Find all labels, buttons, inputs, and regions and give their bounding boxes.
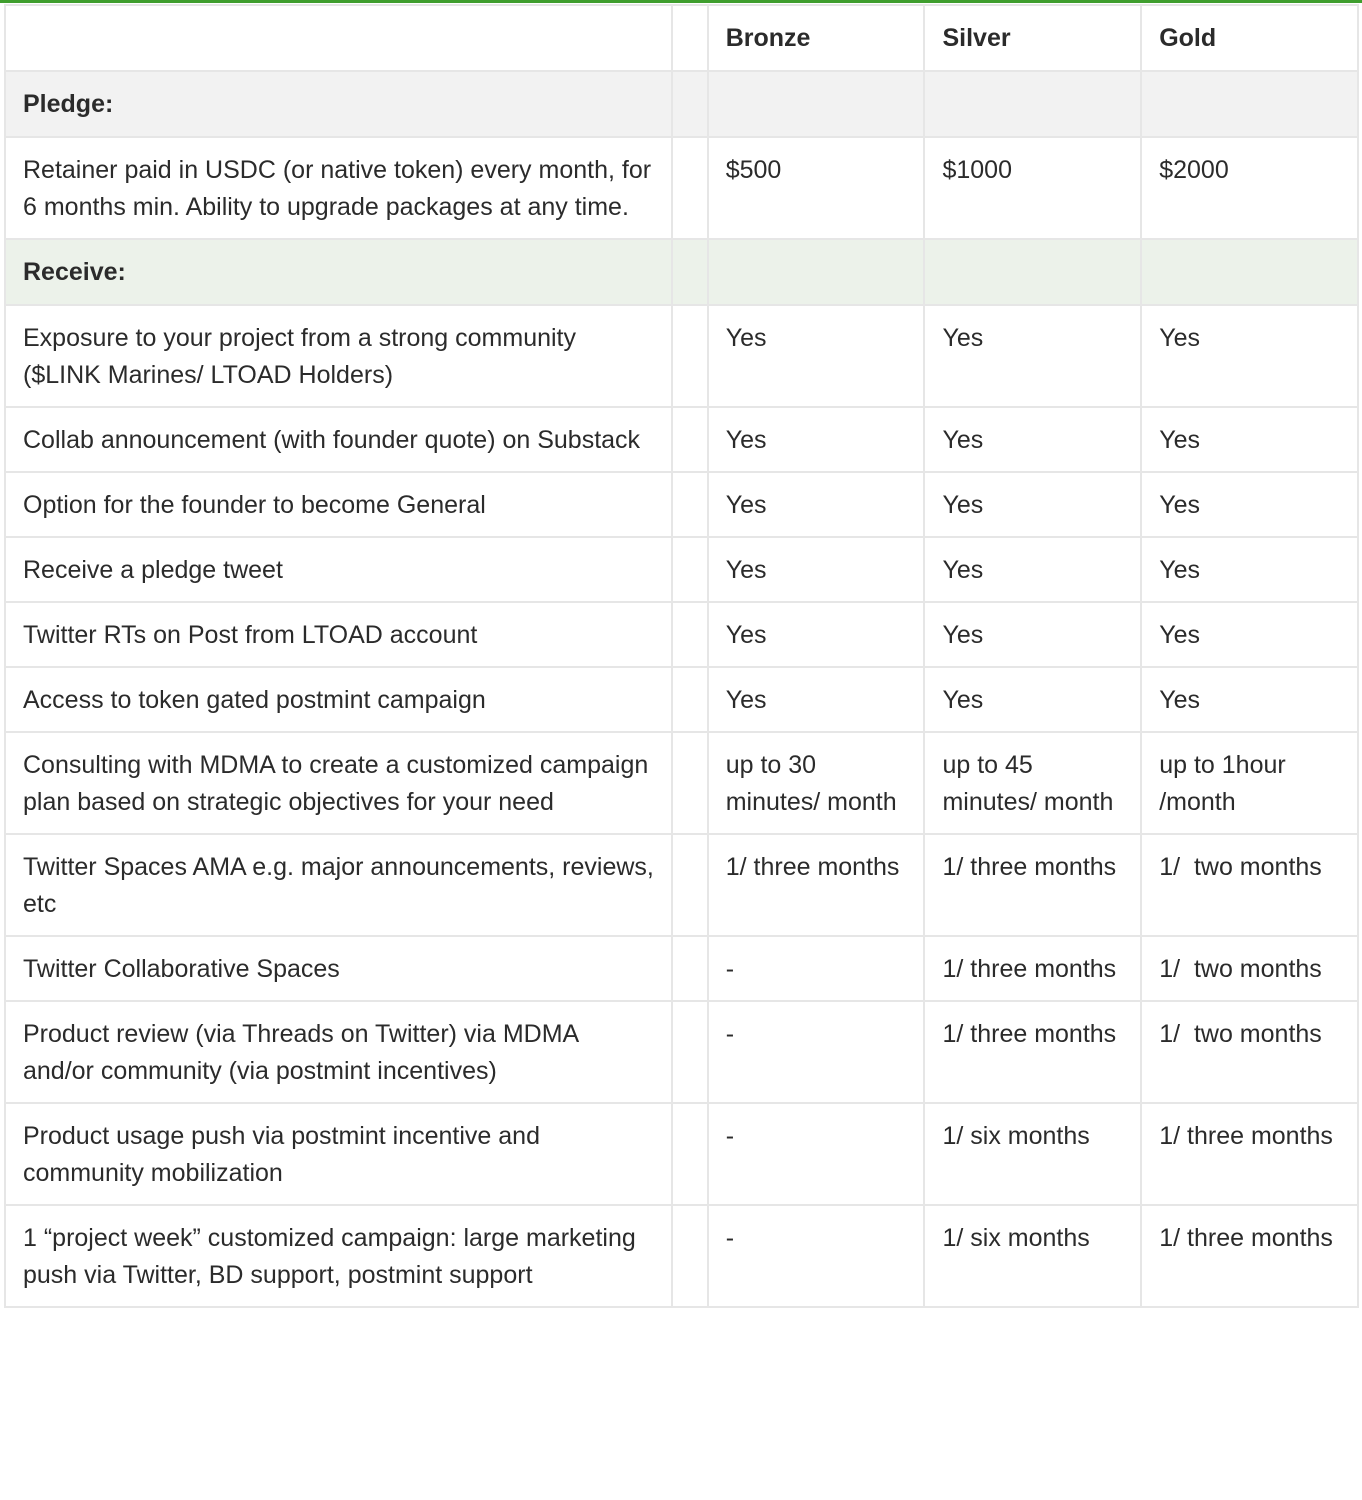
- feature-cell: Option for the founder to become General: [5, 472, 672, 537]
- pricing-table-body: [5, 5, 1358, 1307]
- feature-cell: Access to token gated postmint campaign: [5, 667, 672, 732]
- table-row: [5, 1205, 1358, 1307]
- section-empty-cell: [1141, 71, 1358, 137]
- silver-cell: Yes: [924, 602, 1141, 667]
- gold-cell: Yes: [1141, 537, 1358, 602]
- table-row: [5, 472, 1358, 537]
- feature-cell: Receive a pledge tweet: [5, 537, 672, 602]
- section-empty-cell: [672, 239, 707, 305]
- silver-cell: Yes: [924, 472, 1141, 537]
- gold-cell: 1/ three months: [1141, 1205, 1358, 1307]
- gold-cell: Yes: [1141, 305, 1358, 407]
- gold-cell: 1/ two months: [1141, 936, 1358, 1001]
- section-row: [5, 239, 1358, 305]
- feature-cell: Twitter Collaborative Spaces: [5, 936, 672, 1001]
- header-cell-spacer: [672, 5, 707, 71]
- table-row: [5, 936, 1358, 1001]
- silver-cell: 1/ three months: [924, 936, 1141, 1001]
- table-row: [5, 305, 1358, 407]
- section-row: [5, 71, 1358, 137]
- gold-cell: Yes: [1141, 472, 1358, 537]
- feature-cell: Exposure to your project from a strong community ($LINK Marines/ LTOAD Holders): [5, 305, 672, 407]
- silver-cell: $1000: [924, 137, 1141, 239]
- spacer-cell: [672, 1205, 707, 1307]
- gold-cell: Yes: [1141, 667, 1358, 732]
- section-empty-cell: [672, 71, 707, 137]
- section-empty-cell: [1141, 239, 1358, 305]
- spacer-cell: [672, 305, 707, 407]
- silver-cell: 1/ three months: [924, 1001, 1141, 1103]
- silver-cell: Yes: [924, 305, 1141, 407]
- spacer-cell: [672, 537, 707, 602]
- section-empty-cell: [708, 239, 925, 305]
- feature-cell: Product usage push via postmint incentive and community mobilization: [5, 1103, 672, 1205]
- bronze-cell: -: [708, 1001, 925, 1103]
- section-empty-cell: [924, 239, 1141, 305]
- section-label: Pledge:: [5, 71, 672, 137]
- spacer-cell: [672, 1103, 707, 1205]
- bronze-cell: Yes: [708, 667, 925, 732]
- spacer-cell: [672, 936, 707, 1001]
- feature-cell: Collab announcement (with founder quote) on Substack: [5, 407, 672, 472]
- pricing-table: [4, 4, 1359, 1308]
- spacer-cell: [672, 472, 707, 537]
- header-cell-bronze: Bronze: [708, 5, 925, 71]
- spacer-cell: [672, 137, 707, 239]
- spacer-cell: [672, 834, 707, 936]
- table-row: [5, 537, 1358, 602]
- silver-cell: Yes: [924, 667, 1141, 732]
- gold-cell: Yes: [1141, 602, 1358, 667]
- bronze-cell: Yes: [708, 305, 925, 407]
- bronze-cell: up to 30 minutes/ month: [708, 732, 925, 834]
- header-cell-silver: Silver: [924, 5, 1141, 71]
- silver-cell: 1/ six months: [924, 1103, 1141, 1205]
- header-cell-feature: [5, 5, 672, 71]
- gold-cell: 1/ two months: [1141, 1001, 1358, 1103]
- table-row: [5, 667, 1358, 732]
- bronze-cell: 1/ three months: [708, 834, 925, 936]
- silver-cell: Yes: [924, 537, 1141, 602]
- feature-cell: 1 “project week” customized campaign: large marketing push via Twitter, BD support, postmint support: [5, 1205, 672, 1307]
- bronze-cell: -: [708, 1103, 925, 1205]
- bronze-cell: -: [708, 936, 925, 1001]
- gold-cell: 1/ three months: [1141, 1103, 1358, 1205]
- section-empty-cell: [708, 71, 925, 137]
- table-row: [5, 137, 1358, 239]
- bronze-cell: Yes: [708, 602, 925, 667]
- table-row: [5, 602, 1358, 667]
- bronze-cell: -: [708, 1205, 925, 1307]
- table-header-row: [5, 5, 1358, 71]
- silver-cell: up to 45 minutes/ month: [924, 732, 1141, 834]
- silver-cell: 1/ three months: [924, 834, 1141, 936]
- section-empty-cell: [924, 71, 1141, 137]
- gold-cell: up to 1hour /month: [1141, 732, 1358, 834]
- table-row: [5, 407, 1358, 472]
- gold-cell: 1/ two months: [1141, 834, 1358, 936]
- top-accent-bar: [0, 0, 1362, 3]
- silver-cell: 1/ six months: [924, 1205, 1141, 1307]
- spacer-cell: [672, 602, 707, 667]
- gold-cell: $2000: [1141, 137, 1358, 239]
- feature-cell: Consulting with MDMA to create a customized campaign plan based on strategic objectives for your need: [5, 732, 672, 834]
- table-row: [5, 732, 1358, 834]
- silver-cell: Yes: [924, 407, 1141, 472]
- spacer-cell: [672, 667, 707, 732]
- section-label: Receive:: [5, 239, 672, 305]
- table-row: [5, 834, 1358, 936]
- header-cell-gold: Gold: [1141, 5, 1358, 71]
- feature-cell: Twitter Spaces AMA e.g. major announcements, reviews, etc: [5, 834, 672, 936]
- feature-cell: Retainer paid in USDC (or native token) every month, for 6 months min. Ability to upgrade packages at any time.: [5, 137, 672, 239]
- bronze-cell: Yes: [708, 472, 925, 537]
- bronze-cell: Yes: [708, 537, 925, 602]
- bronze-cell: $500: [708, 137, 925, 239]
- table-row: [5, 1103, 1358, 1205]
- spacer-cell: [672, 407, 707, 472]
- feature-cell: Twitter RTs on Post from LTOAD account: [5, 602, 672, 667]
- spacer-cell: [672, 732, 707, 834]
- bronze-cell: Yes: [708, 407, 925, 472]
- table-row: [5, 1001, 1358, 1103]
- spacer-cell: [672, 1001, 707, 1103]
- feature-cell: Product review (via Threads on Twitter) via MDMA and/or community (via postmint incentives): [5, 1001, 672, 1103]
- gold-cell: Yes: [1141, 407, 1358, 472]
